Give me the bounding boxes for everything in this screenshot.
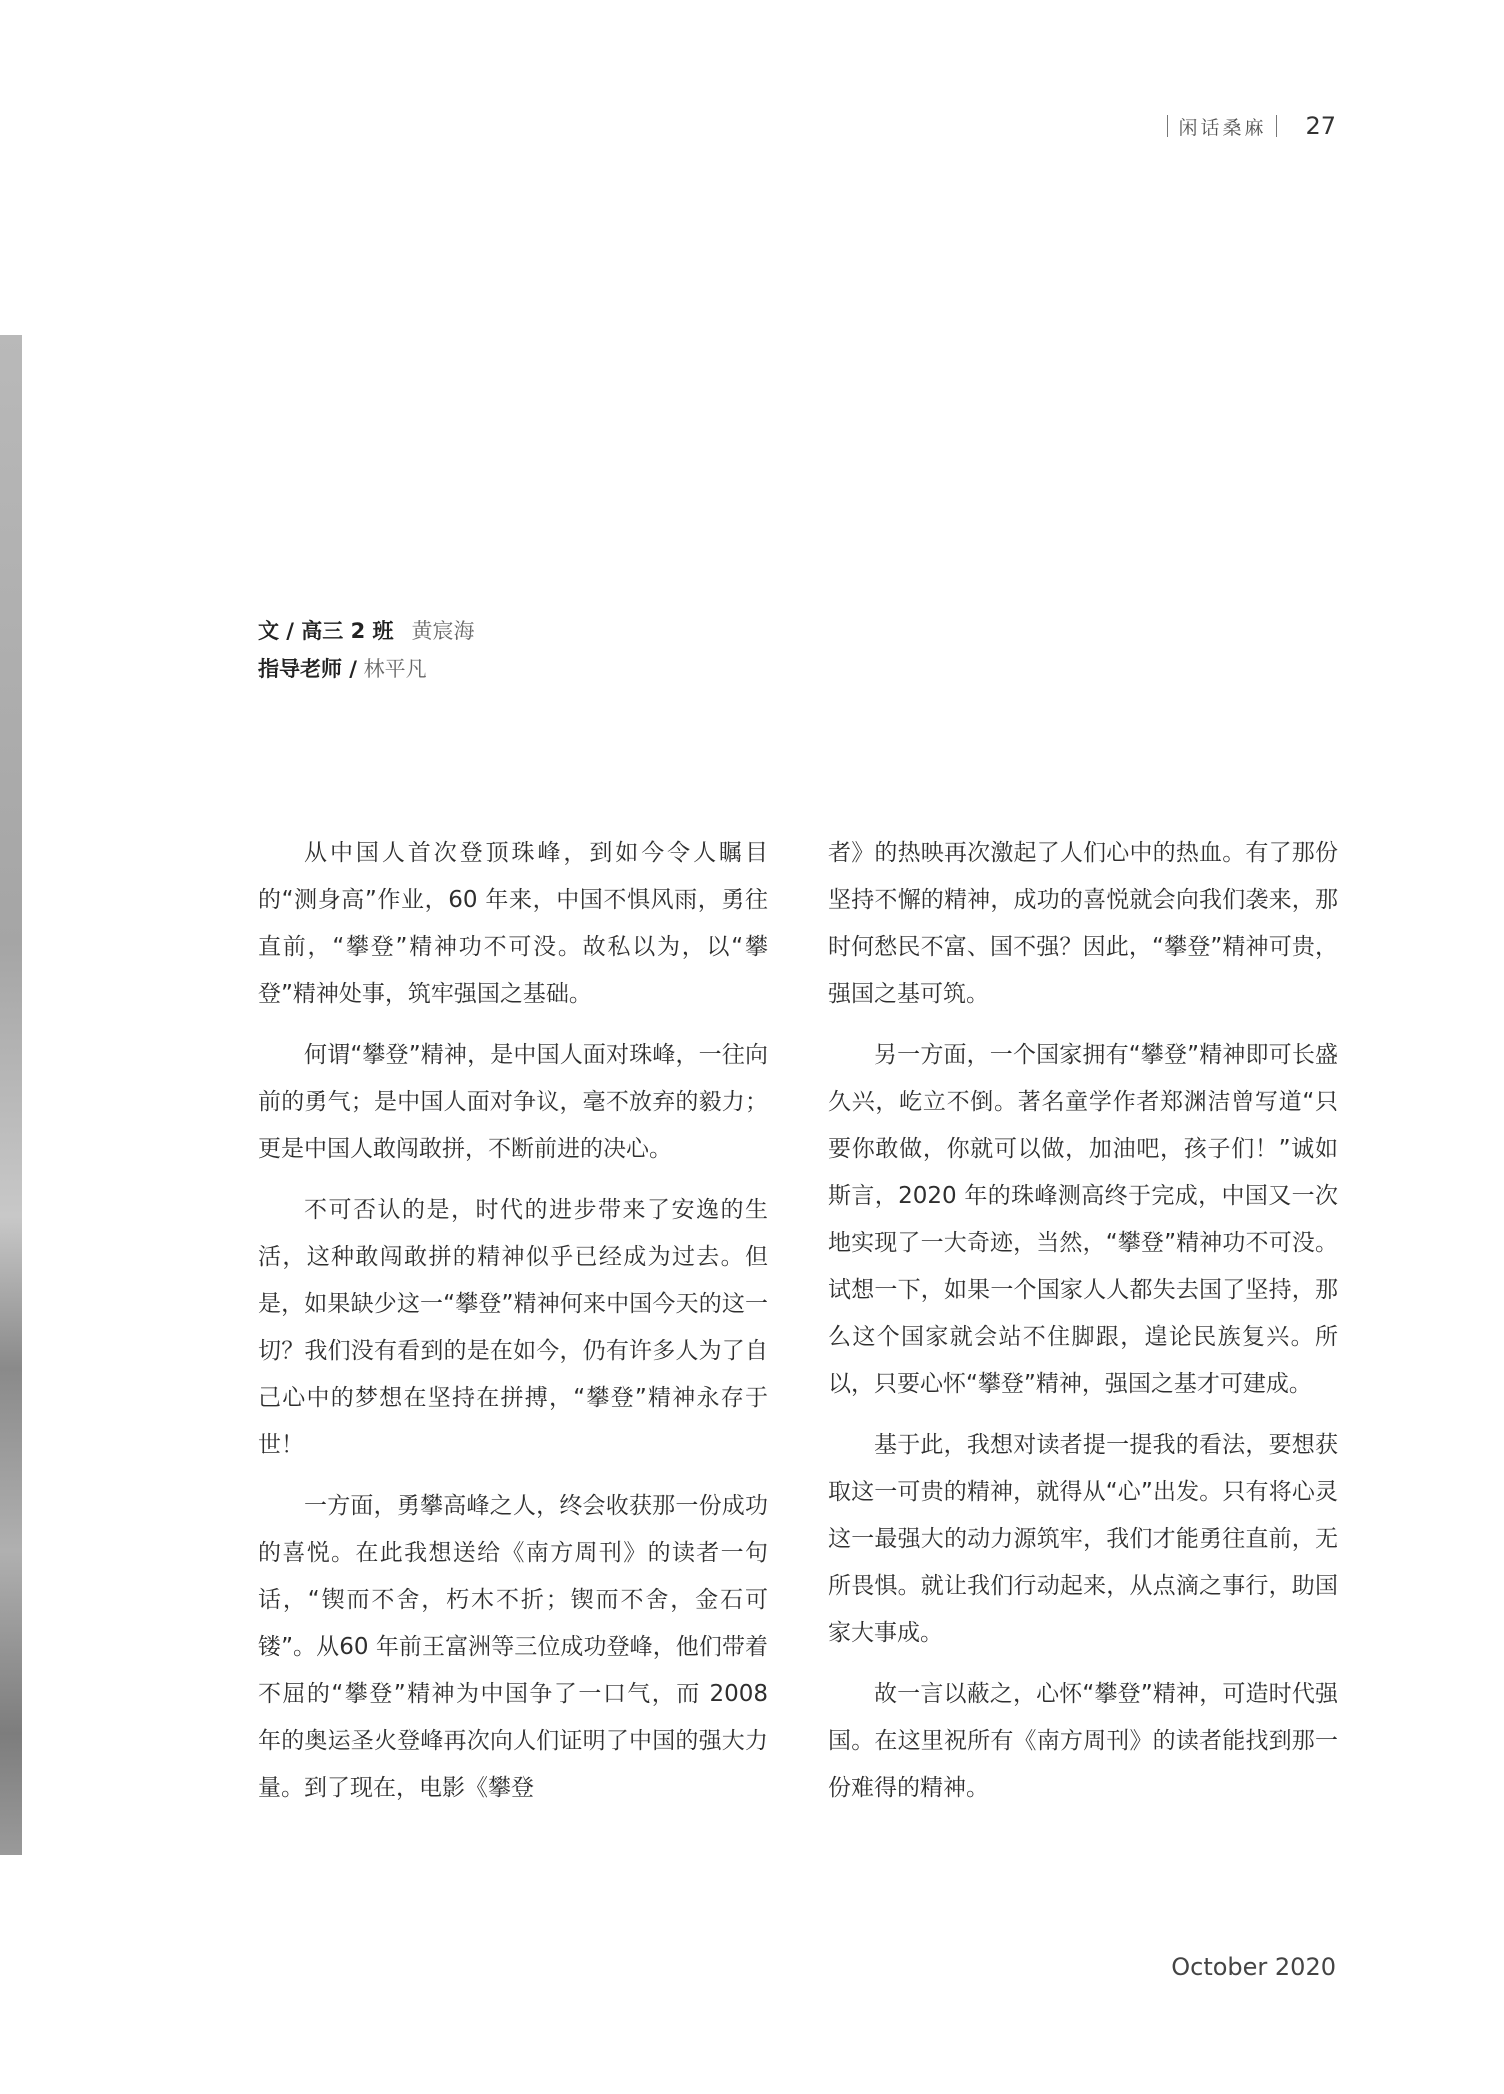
paragraph-continuation: 者》的热映再次激起了人们心中的热血。有了那份坚持不懈的精神，成功的喜悦就会向我们袭来，那时何愁民不富、国不强？因此，“攀登”精神可贵，强国之基可筑。 <box>828 840 1338 1007</box>
author-line <box>258 612 475 650</box>
author-label: 文 / 高三 2 班 <box>258 619 394 643</box>
teacher-label: 指导老师 / <box>258 657 357 681</box>
issue-date: October 2020 <box>1171 1953 1336 1981</box>
article-right-column <box>828 830 1338 1826</box>
author-name: 黄宸海 <box>411 619 475 643</box>
page-number: 27 <box>1305 112 1336 140</box>
section-title: 闲话桑麻 <box>1178 116 1267 139</box>
paragraph: 不可否认的是，时代的进步带来了安逸的生活，这种敢闯敢拼的精神似乎已经成为过去。但是，如果缺少这一“攀登”精神何来中国今天的这一切？我们没有看到的是在如今，仍有许多人为了自己心中的梦想在坚持在拼搏，“攀登”精神永存于世！ <box>258 1197 768 1458</box>
header-divider-left <box>1167 115 1168 137</box>
paragraph: 一方面，勇攀高峰之人，终会收获那一份成功的喜悦。在此我想送给《南方周刊》的读者一句话，“锲而不舍，朽木不折；锲而不舍，金石可镂”。从60 年前王富洲等三位成功登峰，他们带着不屈的“攀登”精神为中国争了一口气，而 2008 年的奥运圣火登峰再次向人们证明了中国的强大力量。到了现在，电影《攀登 <box>258 1493 768 1801</box>
mountain-photo-strip <box>0 335 22 1855</box>
paragraph: 另一方面，一个国家拥有“攀登”精神即可长盛久兴，屹立不倒。著名童学作者郑渊洁曾写道“只要你敢做，你就可以做，加油吧，孩子们！”诚如斯言，2020 年的珠峰测高终于完成，中国又一次地实现了一大奇迹，当然，“攀登”精神功不可没。试想一下，如果一个国家人人都失去国了坚持，那么这个国家就会站不住脚跟，遑论民族复兴。所以，只要心怀“攀登”精神，强国之基才可建成。 <box>828 1042 1338 1397</box>
page-header <box>1157 112 1336 140</box>
paragraph: 基于此，我想对读者提一提我的看法，要想获取这一可贵的精神，就得从“心”出发。只有将心灵这一最强大的动力源筑牢，我们才能勇往直前，无所畏惧。就让我们行动起来，从点滴之事行，助国家大事成。 <box>828 1432 1338 1646</box>
article-left-column <box>258 830 768 1826</box>
paragraph: 故一言以蔽之，心怀“攀登”精神，可造时代强国。在这里祝所有《南方周刊》的读者能找到那一份难得的精神。 <box>828 1681 1338 1801</box>
header-divider-right <box>1276 115 1277 137</box>
teacher-name: 林平凡 <box>363 657 427 681</box>
paragraph: 何谓“攀登”精神，是中国人面对珠峰，一往向前的勇气；是中国人面对争议，毫不放弃的毅力；更是中国人敢闯敢拼，不断前进的决心。 <box>258 1042 768 1162</box>
byline <box>258 612 475 688</box>
paragraph: 从中国人首次登顶珠峰，到如今令人瞩目的“测身高”作业，60 年来，中国不惧风雨，勇往直前，“攀登”精神功不可没。故私以为，以“攀登”精神处事，筑牢强国之基础。 <box>258 840 768 1007</box>
teacher-line <box>258 650 475 688</box>
